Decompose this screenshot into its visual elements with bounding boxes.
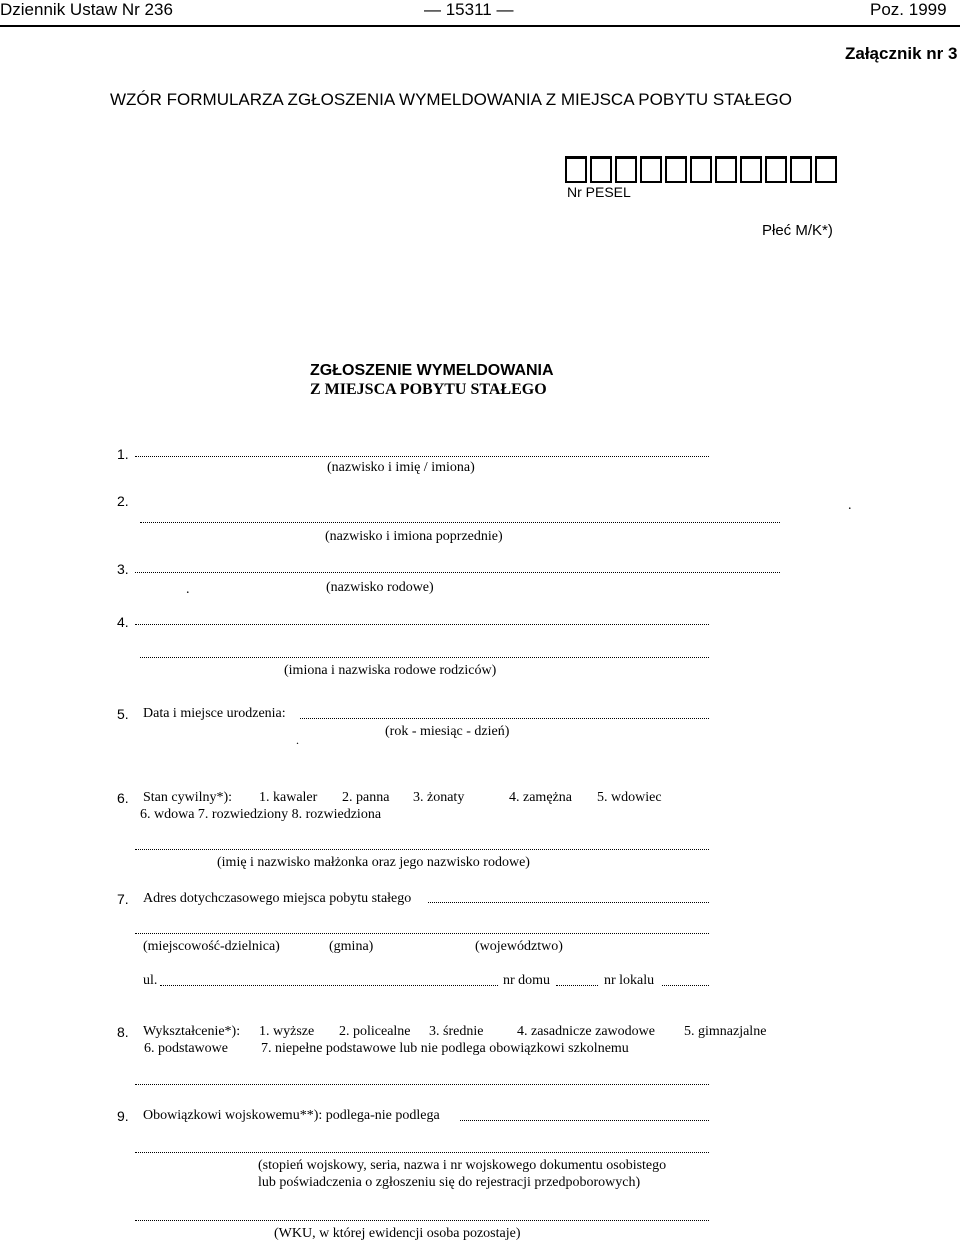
flat-line[interactable] — [662, 985, 709, 986]
stray-mark: . — [186, 582, 190, 597]
field-6-caption: (imię i nazwisko małżonka oraz jego nazwisko rodowe) — [217, 855, 530, 870]
field-8-line[interactable] — [135, 1084, 709, 1085]
marital-options-row2[interactable]: 6. wdowa 7. rozwiedziony 8. rozwiedziona — [140, 807, 382, 822]
field-7-line-1[interactable] — [428, 902, 709, 903]
field-7-line-2[interactable] — [135, 933, 709, 934]
field-9-number: 9. — [117, 1108, 129, 1124]
field-8-label: Wykształcenie*): — [143, 1024, 241, 1039]
pesel-digit-box[interactable] — [665, 156, 687, 183]
field-3-caption: (nazwisko rodowe) — [326, 580, 434, 595]
field-9-caption-3: (WKU, w której ewidencji osoba pozostaje) — [274, 1226, 521, 1241]
pesel-digit-box[interactable] — [690, 156, 712, 183]
pesel-digit-box[interactable] — [815, 156, 837, 183]
field-7-caption-gmina: (gmina) — [329, 939, 374, 954]
field-2-number: 2. — [117, 493, 129, 509]
education-option-5[interactable]: 5. gimnazjalne — [684, 1024, 767, 1039]
education-option-4[interactable]: 4. zasadnicze zawodowe — [517, 1024, 655, 1039]
sex-field[interactable]: Płeć M/K*) — [762, 222, 833, 239]
education-option-2[interactable]: 2. policealne — [339, 1024, 411, 1039]
page-number: — 15311 — — [424, 0, 514, 19]
marital-option-1[interactable]: 1. kawaler — [259, 790, 318, 805]
pesel-digit-box[interactable] — [590, 156, 612, 183]
marital-option-2[interactable]: 2. panna — [342, 790, 390, 805]
pesel-boxes[interactable] — [565, 156, 840, 183]
education-option-6[interactable]: 6. podstawowe — [144, 1041, 228, 1056]
pesel-digit-box[interactable] — [765, 156, 787, 183]
house-line[interactable] — [556, 985, 598, 986]
street-label: ul. — [143, 973, 158, 988]
field-2-caption: (nazwisko i imiona poprzednie) — [325, 529, 503, 544]
field-4-caption: (imiona i nazwiska rodowe rodziców) — [284, 663, 497, 678]
field-3-line[interactable] — [135, 572, 780, 573]
field-4-line-1[interactable] — [135, 624, 709, 625]
marital-option-3[interactable]: 3. żonaty — [413, 790, 465, 805]
field-9-line-3[interactable] — [135, 1220, 709, 1221]
field-9-label: Obowiązkowi wojskowemu**): podlega-nie podlega — [143, 1108, 440, 1123]
form-title: WZÓR FORMULARZA ZGŁOSZENIA WYMELDOWANIA Z MIEJSCA POBYTU STAŁEGO — [110, 90, 792, 109]
marital-option-5[interactable]: 5. wdowiec — [597, 790, 662, 805]
stray-mark: . — [848, 498, 852, 513]
field-3-number: 3. — [117, 561, 129, 577]
pesel-label: Nr PESEL — [567, 184, 631, 200]
field-7-caption-voivodeship: (województwo) — [475, 939, 563, 954]
field-4-line-2[interactable] — [140, 657, 709, 658]
street-line[interactable] — [160, 985, 498, 986]
field-4-number: 4. — [117, 614, 129, 630]
field-9-caption-2: lub poświadczenia o zgłoszeniu się do rejestracji przedpoborowych) — [258, 1175, 641, 1190]
position-number: Poz. 1999 — [870, 0, 947, 19]
field-6-label: Stan cywilny*): — [143, 790, 233, 805]
field-5-caption: (rok - miesiąc - dzień) — [385, 724, 510, 739]
pesel-digit-box[interactable] — [640, 156, 662, 183]
field-5-number: 5. — [117, 706, 129, 722]
journal-name: Dziennik Ustaw Nr 236 — [0, 0, 173, 19]
field-9-line-2[interactable] — [135, 1152, 709, 1153]
education-option-7[interactable]: 7. niepełne podstawowe lub nie podlega obowiązkowi szkolnemu — [261, 1041, 629, 1056]
pesel-digit-box[interactable] — [615, 156, 637, 183]
spouse-line[interactable] — [135, 849, 709, 850]
education-option-1[interactable]: 1. wyższe — [259, 1024, 315, 1039]
field-1-caption: (nazwisko i imię / imiona) — [327, 460, 475, 475]
field-1-line[interactable] — [135, 456, 709, 457]
stray-mark: . — [296, 733, 299, 747]
header-rule — [0, 25, 960, 27]
field-9-line-1[interactable] — [460, 1120, 709, 1121]
field-8-number: 8. — [117, 1024, 129, 1040]
education-option-3[interactable]: 3. średnie — [429, 1024, 484, 1039]
doc-title-line1: ZGŁOSZENIE WYMELDOWANIA — [310, 362, 554, 379]
pesel-digit-box[interactable] — [715, 156, 737, 183]
field-9-caption-1: (stopień wojskowy, seria, nazwa i nr wojskowego dokumentu osobistego — [258, 1158, 667, 1173]
pesel-digit-box[interactable] — [565, 156, 587, 183]
flat-label: nr lokalu — [604, 973, 655, 988]
field-2-line[interactable] — [140, 522, 780, 523]
field-7-caption-city: (miejscowość-dzielnica) — [143, 939, 280, 954]
marital-option-4[interactable]: 4. zamężna — [509, 790, 572, 805]
field-7-label: Adres dotychczasowego miejsca pobytu stałego — [143, 891, 412, 906]
field-1-number: 1. — [117, 446, 129, 462]
field-7-number: 7. — [117, 891, 129, 907]
pesel-digit-box[interactable] — [740, 156, 762, 183]
house-label: nr domu — [503, 973, 551, 988]
doc-title-line2: Z MIEJSCA POBYTU STAŁEGO — [310, 381, 547, 398]
field-5-line[interactable] — [300, 718, 709, 719]
pesel-digit-box[interactable] — [790, 156, 812, 183]
field-5-label: Data i miejsce urodzenia: — [143, 706, 286, 721]
annex-label: Załącznik nr 3 — [845, 44, 958, 63]
field-6-number: 6. — [117, 790, 129, 806]
